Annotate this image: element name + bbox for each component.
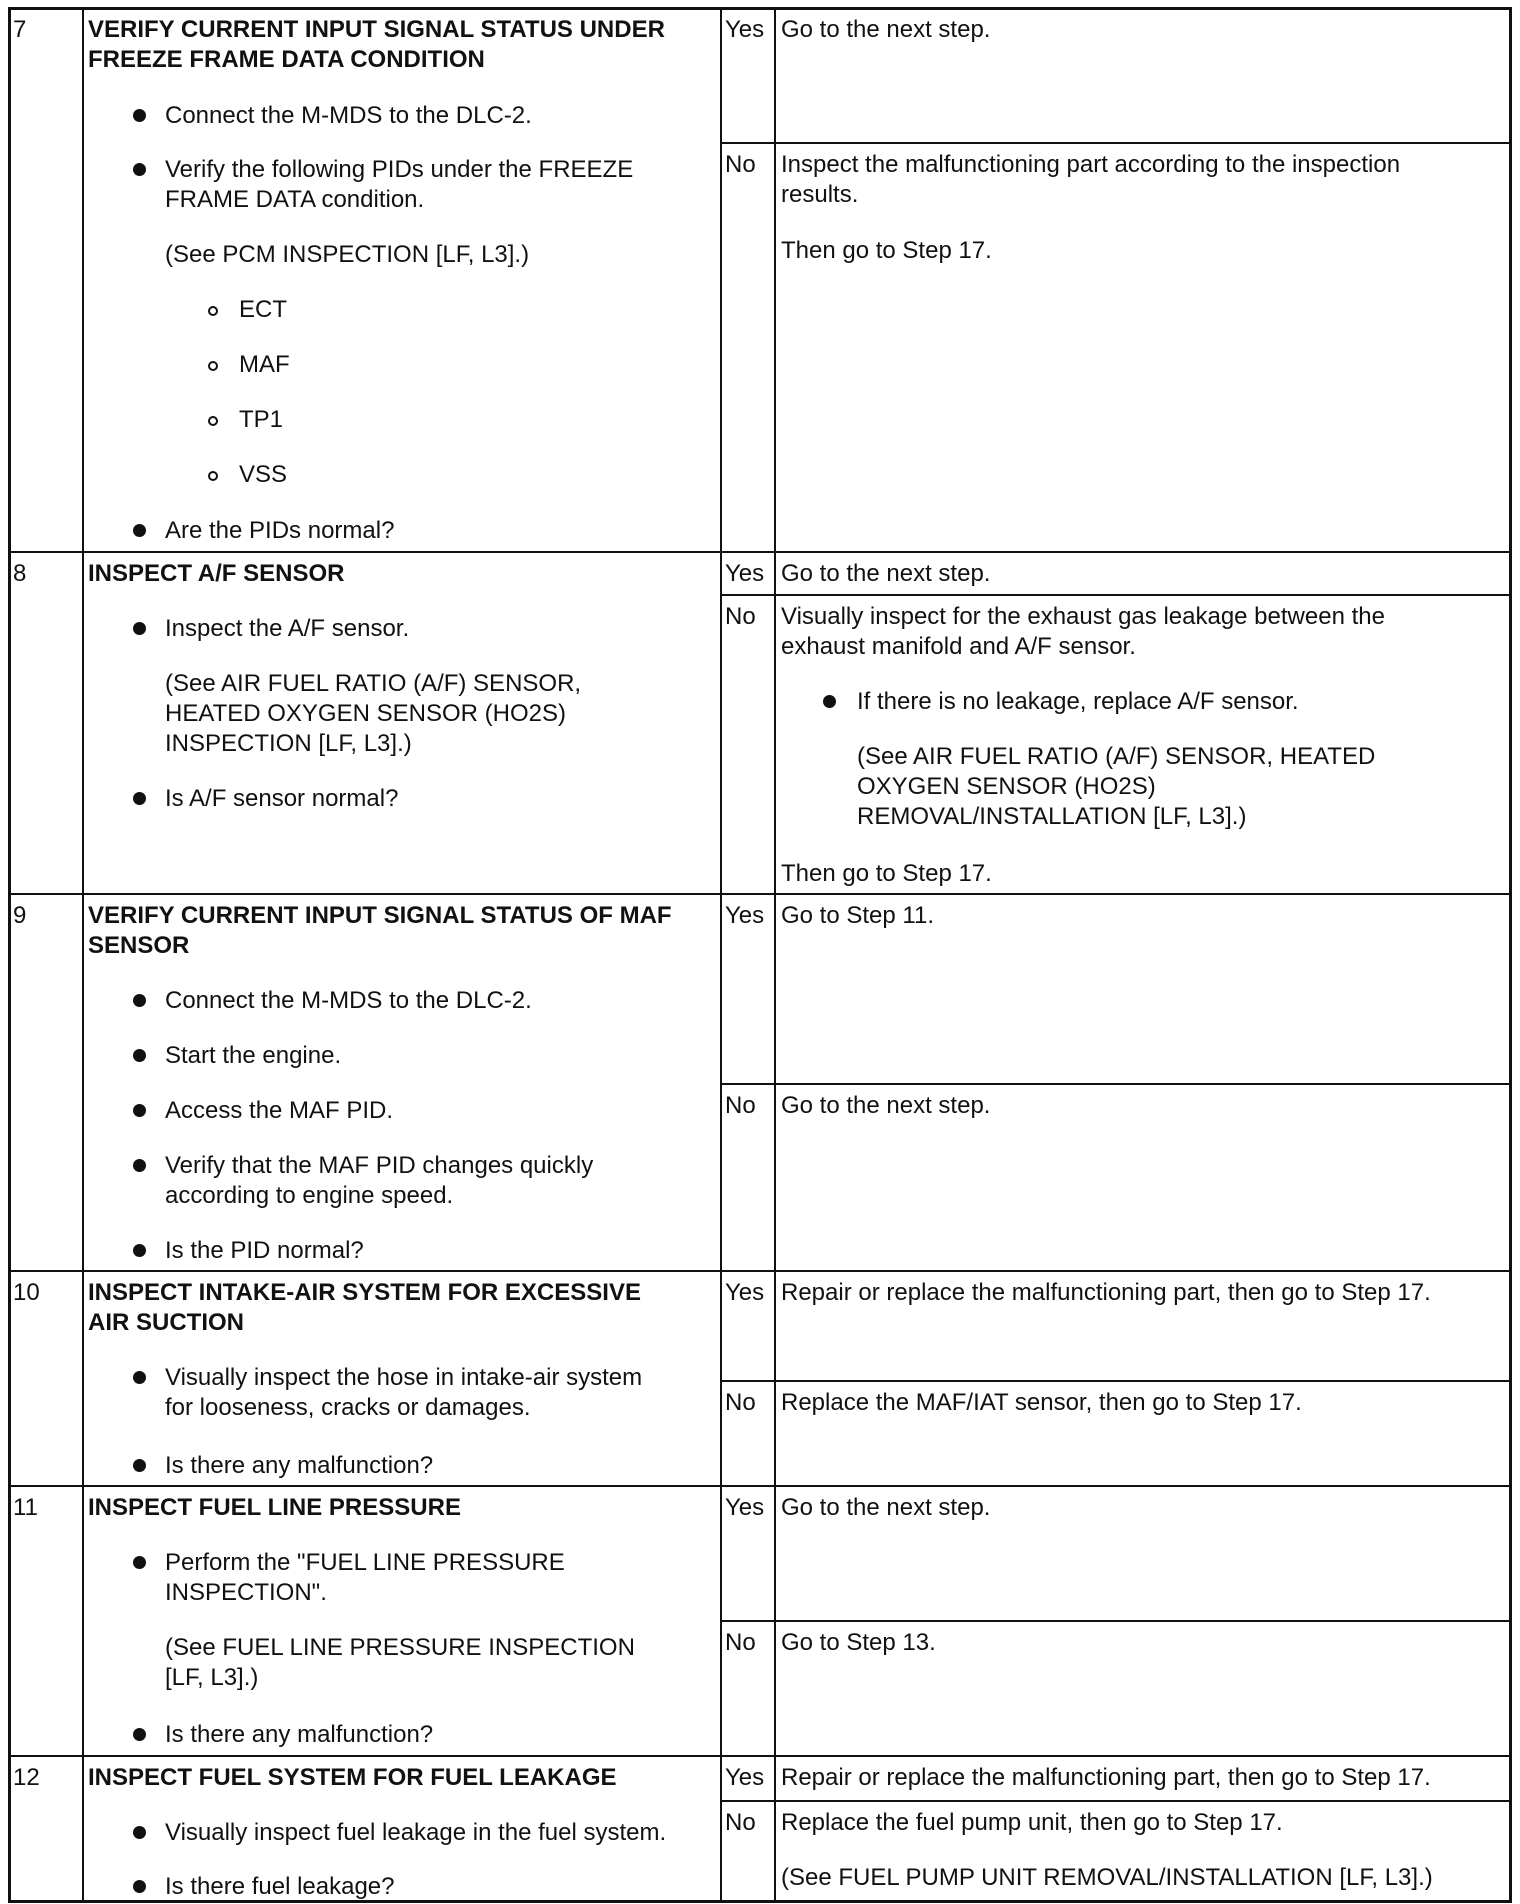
row-divider	[8, 1755, 1512, 1757]
step-instruction: for looseness, cracks or damages.	[165, 1394, 531, 1421]
row-divider	[8, 1270, 1512, 1272]
pid-item: TP1	[239, 406, 284, 433]
yes-action: Repair or replace the malfunctioning part, then go to Step 17.	[781, 1279, 1431, 1306]
bullet-icon	[133, 1104, 146, 1117]
sub-bullet-icon	[208, 416, 218, 426]
no-label: No	[725, 151, 756, 178]
yes-action: Go to the next step.	[781, 560, 991, 587]
step-instruction: Visually inspect the hose in intake-air system	[165, 1364, 643, 1391]
pid-item: ECT	[239, 296, 287, 323]
sub-bullet-icon	[208, 361, 218, 371]
step-title: INSPECT A/F SENSOR	[88, 560, 345, 587]
yes-label: Yes	[725, 1279, 765, 1306]
sub-bullet-icon	[208, 471, 218, 481]
step-title: SENSOR	[88, 932, 190, 959]
no-action-then: Then go to Step 17.	[781, 860, 992, 887]
no-action-bullet: If there is no leakage, replace A/F sensor.	[857, 688, 1299, 715]
bullet-icon	[133, 1826, 146, 1839]
pid-item: MAF	[239, 351, 290, 378]
reference-note: OXYGEN SENSOR (HO2S)	[857, 773, 1156, 800]
reference-note: (See PCM INSPECTION [LF, L3].)	[165, 241, 530, 268]
reference-note: [LF, L3].)	[165, 1664, 259, 1691]
step-instruction: Access the MAF PID.	[165, 1097, 394, 1124]
reference-note: INSPECTION [LF, L3].)	[165, 730, 412, 757]
step-question: Are the PIDs normal?	[165, 517, 395, 544]
bullet-icon	[133, 1159, 146, 1172]
no-action: Go to the next step.	[781, 1092, 991, 1119]
step-instruction: Visually inspect fuel leakage in the fuel system.	[165, 1819, 667, 1846]
yes-action: Go to Step 11.	[781, 902, 934, 929]
no-action: exhaust manifold and A/F sensor.	[781, 633, 1136, 660]
col-divider-num	[82, 7, 84, 1903]
bullet-icon	[133, 1244, 146, 1257]
yes-action: Go to the next step.	[781, 1494, 991, 1521]
step-instruction: Inspect the A/F sensor.	[165, 615, 410, 642]
no-label: No	[725, 1809, 756, 1836]
step-number: 8	[13, 560, 27, 587]
yes-label: Yes	[725, 560, 765, 587]
reference-note: (See FUEL LINE PRESSURE INSPECTION	[165, 1634, 635, 1661]
step-number: 7	[13, 16, 27, 43]
yes-label: Yes	[725, 16, 765, 43]
step-instruction: Start the engine.	[165, 1042, 342, 1069]
reference-note: (See AIR FUEL RATIO (A/F) SENSOR, HEATED	[857, 743, 1376, 770]
step-question: Is there fuel leakage?	[165, 1873, 395, 1900]
bullet-icon	[133, 1049, 146, 1062]
reference-note: (See AIR FUEL RATIO (A/F) SENSOR,	[165, 670, 582, 697]
no-action-then: Then go to Step 17.	[781, 237, 992, 264]
step-instruction: Connect the M-MDS to the DLC-2.	[165, 102, 532, 129]
step-instruction: Verify that the MAF PID changes quickly	[165, 1152, 594, 1179]
step-instruction: according to engine speed.	[165, 1182, 454, 1209]
bullet-icon	[823, 695, 836, 708]
yes-no-divider	[720, 1620, 1512, 1622]
no-label: No	[725, 1092, 756, 1119]
step-instruction: INSPECTION".	[165, 1579, 327, 1606]
bullet-icon	[133, 1371, 146, 1384]
step-instruction: Perform the "FUEL LINE PRESSURE	[165, 1549, 565, 1576]
step-number: 9	[13, 902, 27, 929]
step-number: 11	[13, 1494, 38, 1521]
reference-note: (See FUEL PUMP UNIT REMOVAL/INSTALLATION [LF, L3].)	[781, 1864, 1433, 1891]
step-question: Is the PID normal?	[165, 1237, 364, 1264]
yes-no-divider	[720, 142, 1512, 144]
yes-no-divider	[720, 594, 1512, 596]
step-title: INSPECT FUEL LINE PRESSURE	[88, 1494, 461, 1521]
yes-label: Yes	[725, 902, 765, 929]
yes-label: Yes	[725, 1764, 765, 1791]
col-divider-action	[720, 7, 722, 1903]
yes-no-divider	[720, 1380, 1512, 1382]
bullet-icon	[133, 109, 146, 122]
step-number: 10	[13, 1279, 40, 1306]
bullet-icon	[133, 994, 146, 1007]
bullet-icon	[133, 1728, 146, 1741]
no-action: Replace the MAF/IAT sensor, then go to Step 17.	[781, 1389, 1302, 1416]
no-action: results.	[781, 181, 859, 208]
step-number: 12	[13, 1764, 40, 1791]
step-instruction: Connect the M-MDS to the DLC-2.	[165, 987, 532, 1014]
row-divider	[8, 551, 1512, 553]
row-divider	[8, 1485, 1512, 1487]
step-instruction: Verify the following PIDs under the FREEZE	[165, 156, 634, 183]
step-instruction: FRAME DATA condition.	[165, 186, 425, 213]
no-label: No	[725, 1629, 756, 1656]
step-title: INSPECT INTAKE-AIR SYSTEM FOR EXCESSIVE	[88, 1279, 641, 1306]
no-action: Go to Step 13.	[781, 1629, 936, 1656]
step-question: Is A/F sensor normal?	[165, 785, 399, 812]
row-divider	[8, 893, 1512, 895]
no-action: Inspect the malfunctioning part according to the inspection	[781, 151, 1401, 178]
step-question: Is there any malfunction?	[165, 1721, 434, 1748]
col-divider-result	[774, 7, 776, 1903]
yes-action: Go to the next step.	[781, 16, 991, 43]
step-question: Is there any malfunction?	[165, 1452, 434, 1479]
bullet-icon	[133, 622, 146, 635]
step-title: INSPECT FUEL SYSTEM FOR FUEL LEAKAGE	[88, 1764, 617, 1791]
step-title: FREEZE FRAME DATA CONDITION	[88, 46, 485, 73]
diagnostic-table	[8, 7, 1512, 1903]
yes-label: Yes	[725, 1494, 765, 1521]
bullet-icon	[133, 792, 146, 805]
bullet-icon	[133, 1459, 146, 1472]
no-label: No	[725, 1389, 756, 1416]
bullet-icon	[133, 1880, 146, 1893]
yes-action: Repair or replace the malfunctioning part, then go to Step 17.	[781, 1764, 1431, 1791]
step-title: VERIFY CURRENT INPUT SIGNAL STATUS UNDER	[88, 16, 665, 43]
reference-note: REMOVAL/INSTALLATION [LF, L3].)	[857, 803, 1247, 830]
bullet-icon	[133, 1556, 146, 1569]
step-title: AIR SUCTION	[88, 1309, 244, 1336]
bullet-icon	[133, 163, 146, 176]
pid-item: VSS	[239, 461, 288, 488]
step-title: VERIFY CURRENT INPUT SIGNAL STATUS OF MAF	[88, 902, 672, 929]
reference-note: HEATED OXYGEN SENSOR (HO2S)	[165, 700, 566, 727]
bullet-icon	[133, 524, 146, 537]
yes-no-divider	[720, 1800, 1512, 1802]
no-label: No	[725, 603, 756, 630]
sub-bullet-icon	[208, 306, 218, 316]
no-action: Visually inspect for the exhaust gas leakage between the	[781, 603, 1385, 630]
no-action: Replace the fuel pump unit, then go to Step 17.	[781, 1809, 1283, 1836]
yes-no-divider	[720, 1083, 1512, 1085]
